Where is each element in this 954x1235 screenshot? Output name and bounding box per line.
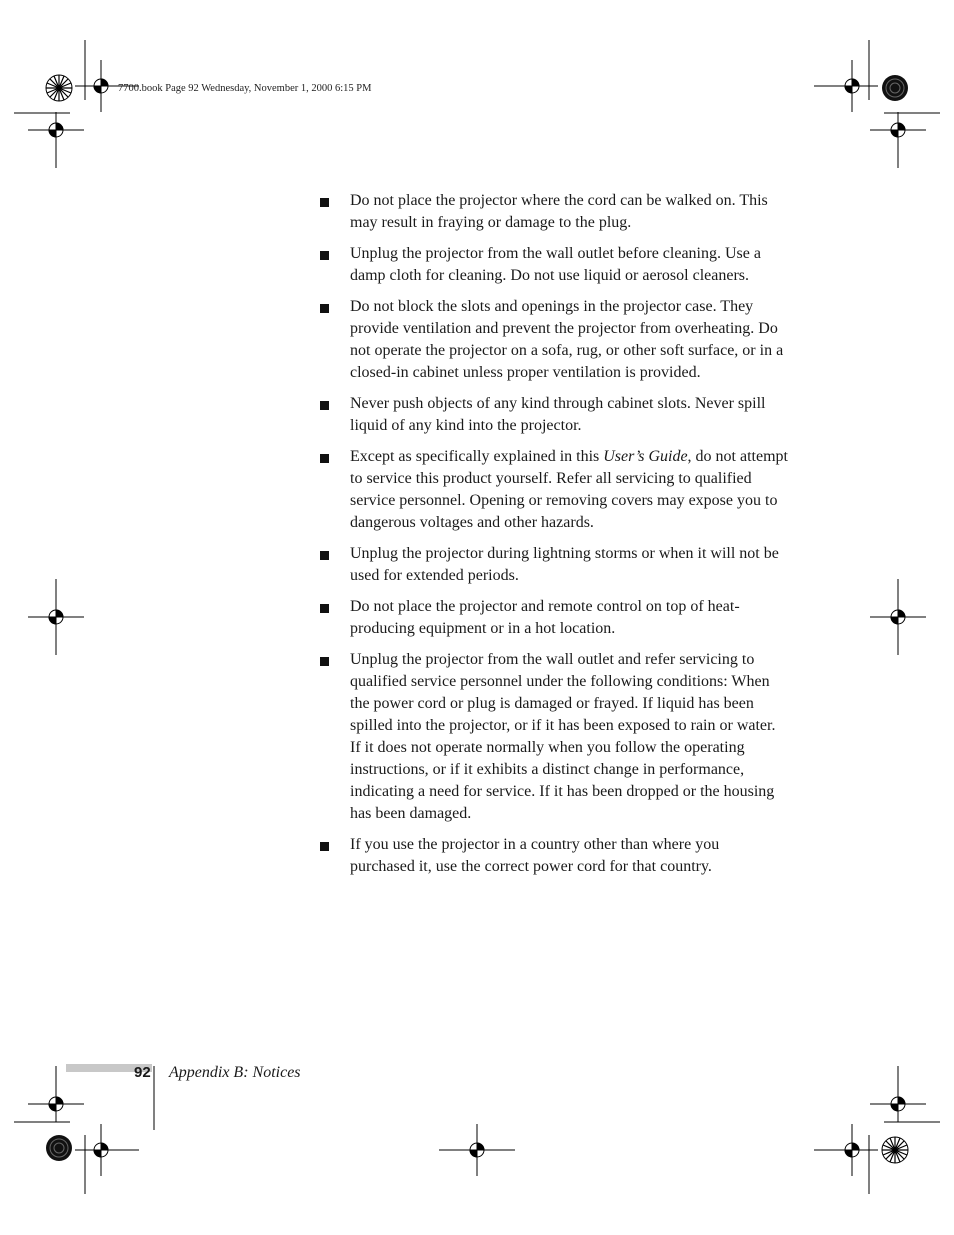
square-bullet-icon <box>320 251 329 260</box>
list-item: Unplug the projector from the wall outlet before cleaning. Use a damp cloth for cleaning. Do not use liquid or aerosol cleaners. <box>318 243 788 287</box>
print-slug: 7700.book Page 92 Wednesday, November 1, 2000 6:15 PM <box>118 83 372 94</box>
safety-instructions <box>318 190 788 887</box>
square-bullet-icon <box>320 657 329 666</box>
list-item: Unplug the projector during lightning storms or when it will not be used for extended periods. <box>318 543 788 587</box>
square-bullet-icon <box>320 604 329 613</box>
square-bullet-icon <box>320 551 329 560</box>
square-bullet-icon <box>320 401 329 410</box>
square-bullet-icon <box>320 198 329 207</box>
list-item: Do not place the projector where the cord can be walked on. This may result in fraying or damage to the plug. <box>318 190 788 234</box>
footer-section-title: Appendix B: Notices <box>169 1064 301 1081</box>
square-bullet-icon <box>320 842 329 851</box>
list-item: Unplug the projector from the wall outlet and refer servicing to qualified service personnel under the following conditions: When the power cord or plug is damaged or frayed. If liquid has been spilled into the projector, or if it has been exposed to rain or water. If it does not operate normally when you follow the operating instructions, or if it exhibits a distinct change in performance, indicating a need for service. If it has been dropped or the housing has been damaged. <box>318 649 788 825</box>
page-number: 92 <box>134 1064 151 1081</box>
guide-title: User’s Guide <box>603 448 688 465</box>
square-bullet-icon <box>320 454 329 463</box>
list-item: Except as specifically explained in this User’s Guide, do not attempt to service this product yourself. Refer all servicing to qualified service personnel. Opening or removing covers may expose you to dangerous voltages and other hazards. <box>318 446 788 534</box>
list-item: Never push objects of any kind through cabinet slots. Never spill liquid of any kind into the projector. <box>318 393 788 437</box>
square-bullet-icon <box>320 304 329 313</box>
instruction-list <box>318 190 788 878</box>
list-item: Do not block the slots and openings in the projector case. They provide ventilation and prevent the projector from overheating. Do not operate the projector on a sofa, rug, or other soft surface, or in a closed-in cabinet unless proper ventilation is provided. <box>318 296 788 384</box>
list-item: Do not place the projector and remote control on top of heat-producing equipment or in a hot location. <box>318 596 788 640</box>
list-item: If you use the projector in a country other than where you purchased it, use the correct power cord for that country. <box>318 834 788 878</box>
